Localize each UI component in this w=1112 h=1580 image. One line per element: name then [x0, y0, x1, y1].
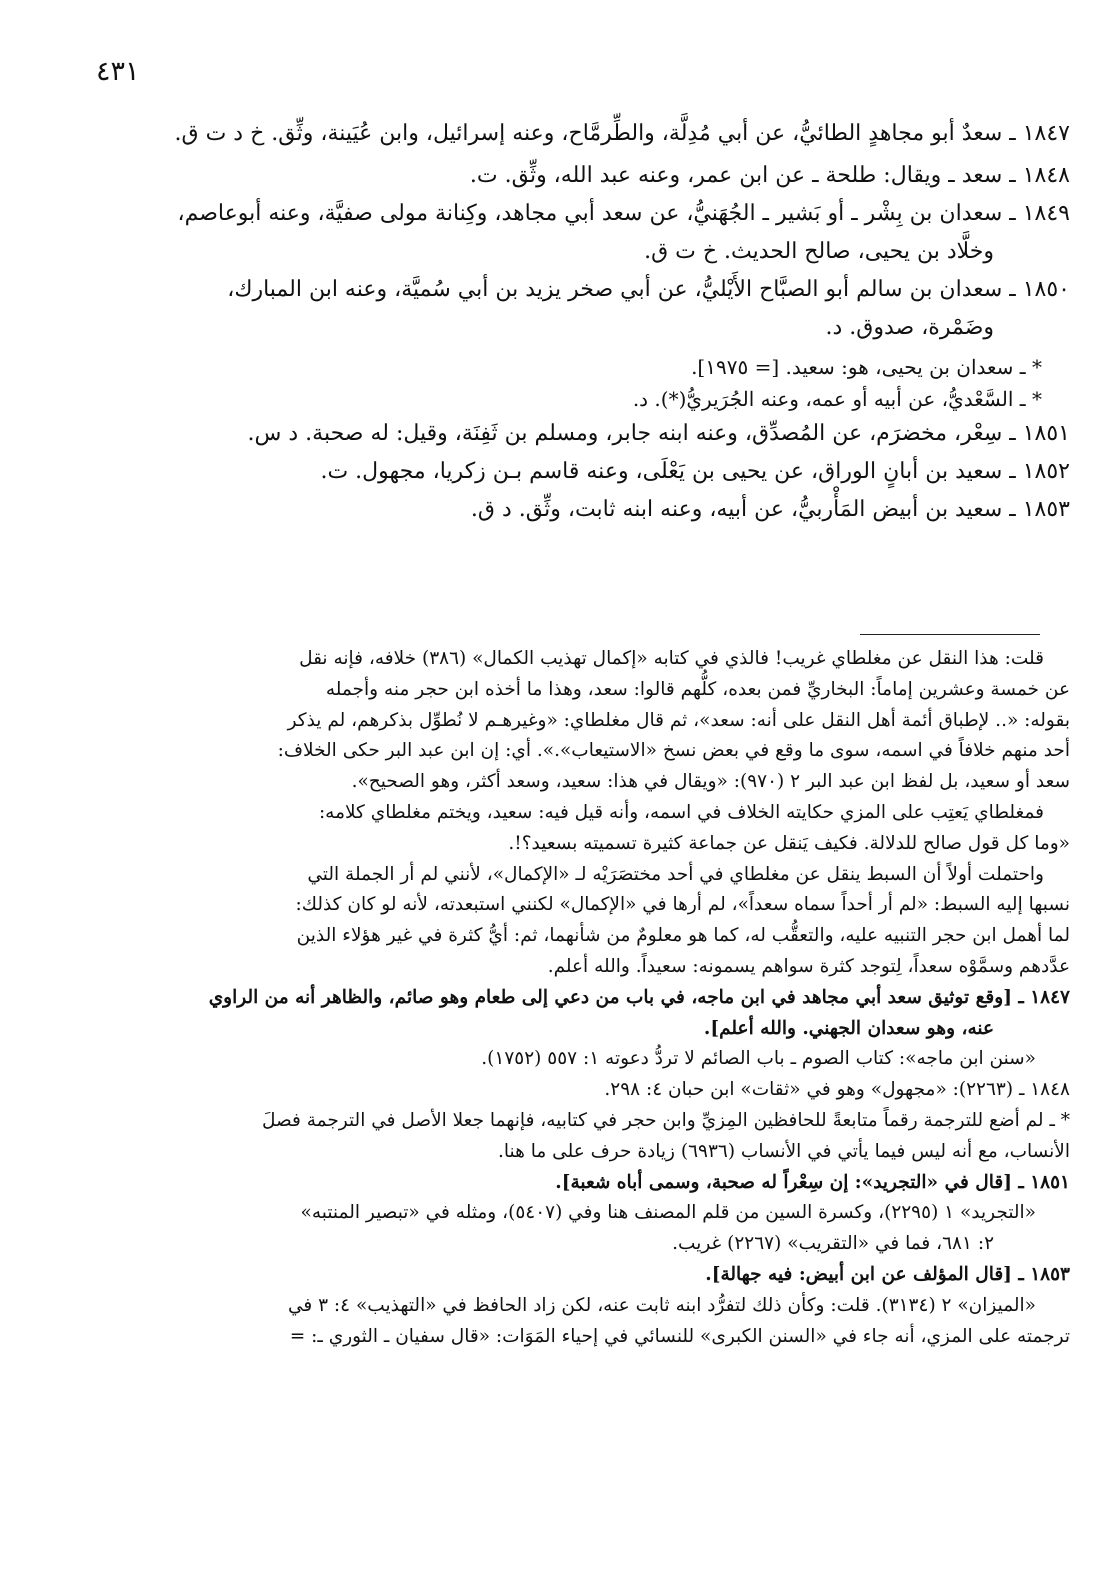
note-1847: ١٨٤٧ ـ [وقع توثيق سعد أبي مجاهد في ابن ماجه، في باب من دعي إلى طعام وهو صائم، والظاهر أنه من الراوي: [208, 986, 1070, 1008]
entry-1850: ١٨٥٠ ـ سعدان بن سالم أبو الصبَّاح الأَيْليُّ، عن أبي صخر يزيد بن أبي سُميَّة، وعنه ابن المبارك،: [227, 277, 1070, 302]
entry-1847: ١٨٤٧ ـ سعدٌ أبو مجاهدٍ الطائيُّ، عن أبي مُدِلَّة، والطِّرمَّاح، وعنه إسرائيل، وابن عُيَينة، وثِّق. خ د ت ق.: [174, 121, 1070, 146]
note-1851-source-continued: ٢: ٦٨١، فما في «التقريب» (٢٢٦٧) غريب.: [672, 1233, 994, 1255]
entry-1853: ١٨٥٣ ـ سعيد بن أبيض المَأْربيُّ، عن أبيه، وعنه ابنه ثابت، وثِّق. د ق.: [470, 497, 1070, 522]
note-line: واحتملت أولاً أن السبط ينقل عن مغلطاي في أحد مختصَرَيْه لـ «الإكمال»، لأنني لم أر الجملة التي: [307, 863, 1044, 885]
entry-1848: ١٨٤٨ ـ سعد ـ ويقال: طلحة ـ عن ابن عمر، وعنه عبد الله، وثِّق. ت.: [469, 163, 1070, 188]
note-line: عدَّدهم وسمَّوْه سعداً، لِتوجد كثرة سواهم يسمونه: سعيداً. والله أعلم.: [547, 955, 1070, 977]
entry-1851: ١٨٥١ ـ سِعْر، مخضرَم، عن المُصدِّق، وعنه ابنه جابر، ومسلم بن ثَفِنَة، وقيل: له صحبة. د س.: [247, 421, 1070, 446]
note-1847-continued: عنه، وهو سعدان الجهني. والله أعلم].: [703, 1017, 994, 1039]
note-line: نسبها إليه السبط: «لم أر أحداً سماه سعداً»، لم أرها في «الإكمال» لكنني استبعدته، لأنه لو كان كذلك:: [295, 894, 1070, 916]
note-line: «وما كل قول صالح للدلالة. فكيف يَنقل عن جماعة كثيرة تسميته بسعيد؟!.: [508, 832, 1070, 854]
note-line: سعد أو سعيد، بل لفظ ابن عبد البر ٢ (٩٧٠): «ويقال في هذا: سعيد، وسعد أكثر، وهو الصحيح».: [351, 771, 1070, 793]
note-line: لما أهمل ابن حجر التنبيه عليه، والتعقُّب له، كما هو معلومٌ من شأنهما، ثم: أيُّ كثرة في غير هؤلاء الذين: [296, 925, 1070, 947]
note-1851-source: «التجريد» ١ (٢٢٩٥)، وكسرة السين من قلم المصنف هنا وفي (٥٤٠٧)، ومثله في «تبصير المنتبه»: [300, 1202, 1036, 1224]
note-1848: ١٨٤٨ ـ (٢٢٦٣): «مجهول» وهو في «ثقات» ابن حبان ٤: ٢٩٨.: [604, 1079, 1070, 1101]
entry-1849: ١٨٤٩ ـ سعدان بن بِشْر ـ أو بَشير ـ الجُهَنيُّ، عن سعد أبي مجاهد، وكِنانة مولى صفيَّة، وعنه أبوعاصم،: [177, 201, 1070, 226]
note-line: أحد منهم خلافاً في اسمه، سوى ما وقع في بعض نسخ «الاستيعاب».». أي: إن ابن عبد البر حكى الخلاف:: [277, 740, 1070, 762]
entry-1849-continued: وخلَّاد بن يحيى، صالح الحديث. خ ت ق.: [644, 239, 994, 264]
note-1853-source: «الميزان» ٢ (٣١٣٤). قلت: وكأن ذلك لتفرُّد ابنه ثابت عنه، لكن زاد الحافظ في «التهذيب» ٤: ٣ في: [287, 1294, 1036, 1316]
page-number: ٤٣١: [96, 56, 140, 87]
note-1847-source: «سنن ابن ماجه»: كتاب الصوم ـ باب الصائم لا تردُّ دعوته ١: ٥٥٧ (١٧٥٢).: [481, 1048, 1036, 1070]
note-line: فمغلطاي يَعتِب على المزي حكايته الخلاف في اسمه، وأنه قيل فيه: سعيد، ويختم مغلطاي كلامه:: [318, 801, 1044, 823]
note-line: عن خمسة وعشرين إماماً: البخاريِّ فمن بعده، كلُّهم قالوا: سعد، وهذا ما أخذه ابن حجر منه وأجمله: [325, 678, 1070, 700]
entry-1850-continued: وضَمْرة، صدوق. د.: [825, 315, 994, 340]
note-1851: ١٨٥١ ـ [قال في «التجريد»: إن سِعْراً له صحبة، وسمى أباه شعبة].: [555, 1171, 1070, 1193]
footnote-divider: [860, 634, 1040, 635]
note-line: بقوله: «.. لإطباق أئمة أهل النقل على أنه: سعد»، ثم قال مغلطاي: «وغيرهـم لا نُطوِّل بذكرهم، لم يذكر: [287, 709, 1070, 731]
footnotes: [80, 644, 1070, 1352]
note-line: قلت: هذا النقل عن مغلطاي غريب! فالذي في كتابه «إكمال تهذيب الكمال» (٣٨٦) خلافه، فإنه نقل: [299, 648, 1044, 669]
main-entries: [80, 115, 1070, 529]
note-star: * ـ لم أضع للترجمة رقماً متابعةً للحافظين المِزيِّ وابن حجر في كتابيه، فإنهما جعلا الأصل في الترجمة فصلَ: [261, 1109, 1070, 1131]
note-1853-source-continued: ترجمته على المزي، أنه جاء في «السنن الكبرى» للنسائي في إحياء المَوَات: «قال سفيان ـ الثوري ـ: =: [289, 1325, 1070, 1347]
starred-entry-sadan: * ـ سعدان بن يحيى، هو: سعيد. [= ١٩٧٥].: [691, 355, 1042, 379]
note-1853: ١٨٥٣ ـ [قال المؤلف عن ابن أبيض: فيه جهالة].: [705, 1263, 1070, 1285]
entry-1852: ١٨٥٢ ـ سعيد بن أبانٍ الوراق، عن يحيى بن يَعْلَى، وعنه قاسم بـن زكريا، مجهول. ت.: [320, 459, 1070, 484]
note-star-continued: الأنساب، مع أنه ليس فيما يأتي في الأنساب (٦٩٣٦) زيادة حرف على ما هنا.: [498, 1140, 1070, 1162]
starred-entry-sadi: * ـ السَّعْديُّ، عن أبيه أو عمه، وعنه الجُرَيريُّ(*). د.: [632, 387, 1042, 411]
